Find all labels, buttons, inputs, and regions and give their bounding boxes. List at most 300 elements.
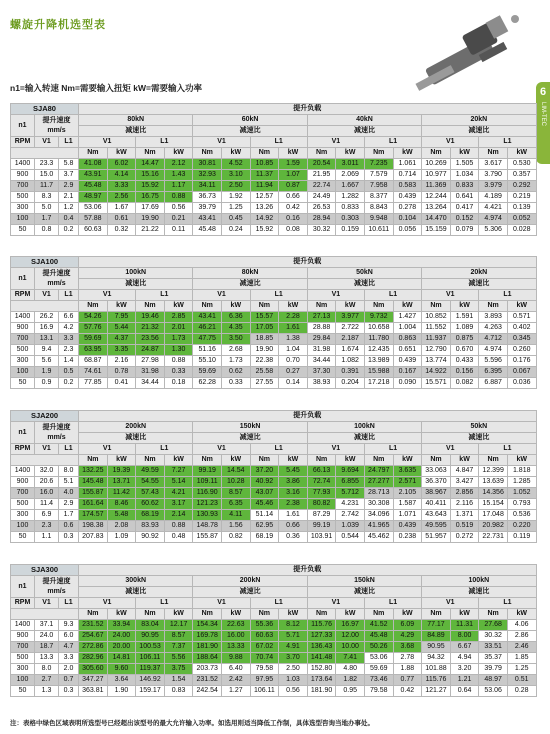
table-cell: 1.9 bbox=[35, 367, 59, 378]
table-cell: 0.21 bbox=[164, 214, 193, 225]
kw-header: kW bbox=[222, 609, 251, 620]
selection-table bbox=[10, 256, 537, 389]
table-cell: 363.81 bbox=[79, 686, 108, 697]
table-cell: 2.722 bbox=[336, 323, 365, 334]
table-cell: 15.16 bbox=[136, 170, 165, 181]
table-cell: 100 bbox=[11, 367, 35, 378]
table-cell: 305.60 bbox=[79, 664, 108, 675]
table-cell: 198.38 bbox=[79, 521, 108, 532]
l1-header: L1 bbox=[136, 598, 193, 609]
nm-header: Nm bbox=[364, 148, 393, 159]
rpm-header: RPM bbox=[11, 598, 35, 609]
kw-header: kW bbox=[164, 148, 193, 159]
table-cell: 136.43 bbox=[307, 642, 336, 653]
table-cell: 5.45 bbox=[279, 466, 308, 477]
table-cell: 15.988 bbox=[364, 367, 393, 378]
table-cell: 1.082 bbox=[336, 356, 365, 367]
table-cell: 2.0 bbox=[59, 664, 79, 675]
table-cell: 27.277 bbox=[364, 477, 393, 488]
table-cell: 0.2 bbox=[59, 378, 79, 389]
table-cell: 5.712 bbox=[336, 488, 365, 499]
selection-table-sja80 bbox=[10, 103, 535, 236]
kw-header: kW bbox=[393, 148, 422, 159]
table-cell: 300 bbox=[11, 356, 35, 367]
table-cell: 53.06 bbox=[79, 203, 108, 214]
v1-header: V1 bbox=[35, 598, 59, 609]
table-cell: 4.0 bbox=[59, 488, 79, 499]
lift-speed-label: 提升速度 bbox=[42, 423, 71, 431]
table-cell: 37.30 bbox=[307, 367, 336, 378]
table-row bbox=[11, 225, 537, 236]
nm-header: Nm bbox=[79, 455, 108, 466]
ratio-header: 减速比 bbox=[422, 587, 536, 598]
table-cell: 47.75 bbox=[193, 334, 222, 345]
table-cell: 29.84 bbox=[307, 334, 336, 345]
table-cell: 900 bbox=[11, 323, 35, 334]
rpm-header: RPM bbox=[11, 444, 35, 455]
table-cell: 0.238 bbox=[393, 532, 422, 543]
load-header: 100kN bbox=[422, 576, 536, 587]
table-cell: 8.00 bbox=[450, 631, 479, 642]
table-cell: 0.176 bbox=[507, 356, 536, 367]
table-cell: 0.439 bbox=[393, 192, 422, 203]
table-cell: 0.391 bbox=[336, 367, 365, 378]
ratio-header: 减速比 bbox=[422, 433, 536, 444]
table-cell: 90.95 bbox=[136, 631, 165, 642]
table-cell: 0.303 bbox=[336, 214, 365, 225]
table-cell: 115.76 bbox=[307, 620, 336, 631]
table-cell: 0.519 bbox=[450, 521, 479, 532]
table-cell: 100 bbox=[11, 675, 35, 686]
kw-header: kW bbox=[107, 148, 136, 159]
table-cell: 4.712 bbox=[479, 334, 508, 345]
table-cell: 27.68 bbox=[479, 620, 508, 631]
nm-header: Nm bbox=[422, 148, 451, 159]
table-cell: 0.417 bbox=[450, 203, 479, 214]
table-cell: 0.3 bbox=[59, 686, 79, 697]
table-cell: 14.356 bbox=[479, 488, 508, 499]
table-cell: 121.23 bbox=[193, 499, 222, 510]
table-cell: 4.11 bbox=[222, 510, 251, 521]
table-row bbox=[11, 334, 537, 345]
table-cell: 30.32 bbox=[307, 225, 336, 236]
nm-header: Nm bbox=[79, 609, 108, 620]
table-cell: 13.33 bbox=[222, 642, 251, 653]
kw-header: kW bbox=[222, 301, 251, 312]
table-cell: 48.97 bbox=[479, 675, 508, 686]
kw-header: kW bbox=[107, 609, 136, 620]
table-cell: 45.462 bbox=[364, 532, 393, 543]
kw-header: kW bbox=[279, 301, 308, 312]
table-cell: 0.156 bbox=[450, 367, 479, 378]
selection-table bbox=[10, 564, 537, 697]
table-cell: 7.37 bbox=[164, 642, 193, 653]
table-cell: 99.19 bbox=[307, 521, 336, 532]
table-cell: 4.7 bbox=[59, 642, 79, 653]
table-cell: 100.53 bbox=[136, 642, 165, 653]
table-cell: 0.875 bbox=[450, 334, 479, 345]
table-cell: 272.86 bbox=[79, 642, 108, 653]
table-cell: 70.74 bbox=[250, 653, 279, 664]
table-cell: 79.58 bbox=[364, 686, 393, 697]
table-cell: 1.2 bbox=[59, 203, 79, 214]
table-cell: 63.95 bbox=[79, 345, 108, 356]
table-cell: 0.95 bbox=[336, 686, 365, 697]
table-cell: 174.57 bbox=[79, 510, 108, 521]
nm-header: Nm bbox=[79, 148, 108, 159]
kw-header: kW bbox=[336, 148, 365, 159]
table-cell: 94.32 bbox=[422, 653, 451, 664]
table-cell: 8.3 bbox=[35, 192, 59, 203]
table-cell: 27.13 bbox=[307, 312, 336, 323]
kw-header: kW bbox=[507, 148, 536, 159]
table-cell: 116.90 bbox=[193, 488, 222, 499]
kw-header: kW bbox=[450, 609, 479, 620]
table-cell: 700 bbox=[11, 642, 35, 653]
table-cell: 6.887 bbox=[479, 378, 508, 389]
table-cell: 1.427 bbox=[393, 312, 422, 323]
table-cell: 11.937 bbox=[422, 334, 451, 345]
table-cell: 37.1 bbox=[35, 620, 59, 631]
table-cell: 145.48 bbox=[79, 477, 108, 488]
table-cell: 4.263 bbox=[479, 323, 508, 334]
table-cell: 48.97 bbox=[79, 192, 108, 203]
table-cell: 1.61 bbox=[279, 323, 308, 334]
table-cell: 0.27 bbox=[279, 367, 308, 378]
table-cell: 4.189 bbox=[479, 192, 508, 203]
table-cell: 161.64 bbox=[79, 499, 108, 510]
table-cell: 1400 bbox=[11, 159, 35, 170]
table-row bbox=[11, 214, 537, 225]
table-cell: 900 bbox=[11, 631, 35, 642]
nm-header: Nm bbox=[422, 455, 451, 466]
table-cell: 41.08 bbox=[79, 159, 108, 170]
table-cell: 0.670 bbox=[450, 345, 479, 356]
table-cell: 0.2 bbox=[59, 225, 79, 236]
table-cell: 6.395 bbox=[479, 367, 508, 378]
table-cell: 1.039 bbox=[336, 521, 365, 532]
table-cell: 66.13 bbox=[307, 466, 336, 477]
table-cell: 57.43 bbox=[136, 488, 165, 499]
table-row bbox=[11, 686, 537, 697]
table-cell: 3.68 bbox=[393, 642, 422, 653]
table-cell: 242.54 bbox=[193, 686, 222, 697]
table-row bbox=[11, 532, 537, 543]
table-cell: 6.40 bbox=[222, 664, 251, 675]
table-cell: 60.62 bbox=[136, 499, 165, 510]
table-cell: 103.91 bbox=[307, 532, 336, 543]
table-cell: 2.42 bbox=[222, 675, 251, 686]
table-cell: 0.219 bbox=[507, 192, 536, 203]
table-cell: 11.780 bbox=[364, 334, 393, 345]
table-cell: 1.818 bbox=[507, 466, 536, 477]
table-cell: 60.63 bbox=[250, 631, 279, 642]
table-row bbox=[11, 181, 537, 192]
nm-header: Nm bbox=[136, 455, 165, 466]
table-cell: 12.399 bbox=[479, 466, 508, 477]
table-cell: 17.05 bbox=[250, 323, 279, 334]
table-cell: 40.411 bbox=[422, 499, 451, 510]
table-cell: 1.07 bbox=[279, 170, 308, 181]
table-cell: 700 bbox=[11, 334, 35, 345]
table-cell: 1.034 bbox=[450, 170, 479, 181]
table-cell: 3.011 bbox=[336, 159, 365, 170]
table-cell: 3.50 bbox=[222, 334, 251, 345]
table-cell: 77.85 bbox=[79, 378, 108, 389]
table-cell: 1.052 bbox=[507, 488, 536, 499]
table-cell: 4.421 bbox=[479, 203, 508, 214]
table-cell: 22.731 bbox=[479, 532, 508, 543]
table-cell: 1.7 bbox=[59, 510, 79, 521]
table-cell: 7.579 bbox=[364, 170, 393, 181]
table-cell: 17.048 bbox=[479, 510, 508, 521]
table-cell: 9.732 bbox=[364, 312, 393, 323]
table-cell: 106.11 bbox=[250, 686, 279, 697]
table-cell: 54.26 bbox=[79, 312, 108, 323]
table-cell: 2.9 bbox=[59, 499, 79, 510]
table-cell: 0.082 bbox=[450, 378, 479, 389]
blank-header bbox=[11, 148, 79, 159]
v1-header: V1 bbox=[79, 137, 136, 148]
table-cell: 3.64 bbox=[107, 675, 136, 686]
table-cell: 50.26 bbox=[364, 642, 393, 653]
kw-header: kW bbox=[164, 609, 193, 620]
table-cell: 53.06 bbox=[364, 653, 393, 664]
table-cell: 27.55 bbox=[250, 378, 279, 389]
table-cell: 100 bbox=[11, 214, 35, 225]
table-cell: 20.6 bbox=[35, 477, 59, 488]
table-cell: 300 bbox=[11, 664, 35, 675]
table-cell: 19.46 bbox=[136, 312, 165, 323]
screw-jack-product-illustration bbox=[405, 12, 535, 96]
table-cell: 2.3 bbox=[35, 521, 59, 532]
table-cell: 16.97 bbox=[336, 620, 365, 631]
table-cell: 900 bbox=[11, 170, 35, 181]
table-cell: 0.11 bbox=[164, 225, 193, 236]
table-cell: 30.32 bbox=[479, 631, 508, 642]
kw-header: kW bbox=[393, 455, 422, 466]
table-cell: 4.847 bbox=[450, 466, 479, 477]
table-cell: 0.402 bbox=[507, 323, 536, 334]
table-cell: 3.893 bbox=[479, 312, 508, 323]
table-cell: 16.75 bbox=[136, 192, 165, 203]
table-cell: 0.6 bbox=[59, 521, 79, 532]
model-name: SJA300 bbox=[11, 565, 79, 576]
table-cell: 38.93 bbox=[307, 378, 336, 389]
table-cell: 3.427 bbox=[450, 477, 479, 488]
v1-header: V1 bbox=[422, 444, 479, 455]
table-cell: 15.92 bbox=[250, 225, 279, 236]
l1-header: L1 bbox=[136, 137, 193, 148]
table-cell: 2.28 bbox=[279, 312, 308, 323]
kw-header: kW bbox=[450, 455, 479, 466]
kw-header: kW bbox=[507, 609, 536, 620]
table-cell: 0.16 bbox=[279, 214, 308, 225]
table-cell: 0.66 bbox=[279, 192, 308, 203]
table-cell: 2.7 bbox=[35, 675, 59, 686]
table-cell: 181.90 bbox=[307, 686, 336, 697]
table-cell: 115.76 bbox=[422, 675, 451, 686]
table-cell: 0.119 bbox=[507, 532, 536, 543]
l1-header: L1 bbox=[479, 290, 536, 301]
n1-header: n1 bbox=[11, 268, 35, 290]
table-cell: 41.965 bbox=[364, 521, 393, 532]
table-cell: 10.658 bbox=[364, 323, 393, 334]
table-cell: 13.3 bbox=[35, 653, 59, 664]
table-cell: 1400 bbox=[11, 620, 35, 631]
table-cell: 0.345 bbox=[507, 334, 536, 345]
table-cell: 0.88 bbox=[164, 192, 193, 203]
table-cell: 38.967 bbox=[422, 488, 451, 499]
table-cell: 24.87 bbox=[136, 345, 165, 356]
table-cell: 24.49 bbox=[307, 192, 336, 203]
table-cell: 0.571 bbox=[507, 312, 536, 323]
table-cell: 5.596 bbox=[479, 356, 508, 367]
table-cell: 6.36 bbox=[222, 312, 251, 323]
table-cell: 0.14 bbox=[279, 378, 308, 389]
ratio-header: 减速比 bbox=[422, 279, 536, 290]
table-cell: 19.90 bbox=[136, 214, 165, 225]
brand-text: LIM-TEC bbox=[540, 102, 546, 126]
table-cell: 12.17 bbox=[164, 620, 193, 631]
table-cell: 51.957 bbox=[422, 532, 451, 543]
l1-header: L1 bbox=[364, 290, 421, 301]
table-cell: 51.16 bbox=[193, 345, 222, 356]
l1-header: L1 bbox=[479, 137, 536, 148]
table-cell: 0.62 bbox=[222, 367, 251, 378]
table-cell: 26.2 bbox=[35, 312, 59, 323]
table-cell: 1.85 bbox=[507, 653, 536, 664]
table-cell: 4.91 bbox=[279, 642, 308, 653]
table-cell: 2.50 bbox=[222, 181, 251, 192]
load-header: 300kN bbox=[79, 576, 193, 587]
table-cell: 12.790 bbox=[422, 345, 451, 356]
l1-header: L1 bbox=[250, 137, 307, 148]
table-cell: 0.41 bbox=[107, 378, 136, 389]
table-cell: 0.61 bbox=[107, 214, 136, 225]
table-cell: 24.0 bbox=[35, 631, 59, 642]
table-cell: 1.089 bbox=[450, 323, 479, 334]
ratio-header: 减速比 bbox=[79, 126, 193, 137]
table-cell: 8.0 bbox=[59, 466, 79, 477]
table-cell: 0.260 bbox=[507, 345, 536, 356]
table-cell: 1.90 bbox=[107, 686, 136, 697]
table-cell: 83.93 bbox=[136, 521, 165, 532]
load-header: 80kN bbox=[193, 268, 307, 279]
table-cell: 8.0 bbox=[35, 664, 59, 675]
nm-header: Nm bbox=[250, 455, 279, 466]
table-cell: 3.790 bbox=[479, 170, 508, 181]
table-cell: 53.06 bbox=[479, 686, 508, 697]
table-cell: 11.7 bbox=[35, 181, 59, 192]
model-name: SJA100 bbox=[11, 257, 79, 268]
table-cell: 59.69 bbox=[364, 664, 393, 675]
table-cell: 68.19 bbox=[136, 510, 165, 521]
table-cell: 51.14 bbox=[250, 510, 279, 521]
table-row bbox=[11, 466, 537, 477]
v1-header: V1 bbox=[307, 137, 364, 148]
table-cell: 32.0 bbox=[35, 466, 59, 477]
table-cell: 59.69 bbox=[193, 367, 222, 378]
table-cell: 20.00 bbox=[107, 642, 136, 653]
table-cell: 152.80 bbox=[307, 664, 336, 675]
table-cell: 7.41 bbox=[336, 653, 365, 664]
table-cell: 79.58 bbox=[250, 664, 279, 675]
load-header: 20kN bbox=[422, 268, 536, 279]
table-cell: 347.27 bbox=[79, 675, 108, 686]
lift-speed-header bbox=[35, 115, 79, 137]
table-row bbox=[11, 170, 537, 181]
table-cell: 4.974 bbox=[479, 214, 508, 225]
kw-header: kW bbox=[507, 301, 536, 312]
table-cell: 1.59 bbox=[279, 159, 308, 170]
v1-header: V1 bbox=[307, 290, 364, 301]
table-cell: 0.7 bbox=[59, 675, 79, 686]
footnote: 注：表格中绿色区域表明所选型号已经超出该型号的最大允许输入功率。如选用则适当降低工作制，具体选型咨询当地办事处。 bbox=[10, 720, 374, 727]
table-cell: 1400 bbox=[11, 466, 35, 477]
table-cell: 0.833 bbox=[336, 203, 365, 214]
table-cell: 13.71 bbox=[107, 477, 136, 488]
table-cell: 87.29 bbox=[307, 510, 336, 521]
table-row bbox=[11, 378, 537, 389]
lift-speed-unit: mm/s bbox=[47, 279, 66, 287]
table-cell: 0.056 bbox=[393, 225, 422, 236]
table-cell: 5.71 bbox=[279, 631, 308, 642]
table-cell: 5.306 bbox=[479, 225, 508, 236]
table-cell: 15.0 bbox=[35, 170, 59, 181]
nm-header: Nm bbox=[136, 301, 165, 312]
table-cell: 34.44 bbox=[307, 356, 336, 367]
v1-header: V1 bbox=[35, 290, 59, 301]
load-header: 80kN bbox=[79, 115, 193, 126]
kw-header: kW bbox=[450, 301, 479, 312]
ratio-header: 减速比 bbox=[193, 587, 307, 598]
table-cell: 146.92 bbox=[136, 675, 165, 686]
nm-header: Nm bbox=[479, 148, 508, 159]
table-cell: 0.70 bbox=[279, 356, 308, 367]
table-cell: 2.38 bbox=[279, 499, 308, 510]
load-header: 100kN bbox=[307, 422, 421, 433]
load-header: 50kN bbox=[422, 422, 536, 433]
table-cell: 3.20 bbox=[450, 664, 479, 675]
table-cell: 18.7 bbox=[35, 642, 59, 653]
table-cell: 8.843 bbox=[364, 203, 393, 214]
table-cell: 60.63 bbox=[79, 225, 108, 236]
table-cell: 0.357 bbox=[507, 170, 536, 181]
table-cell: 0.536 bbox=[507, 510, 536, 521]
v1-header: V1 bbox=[193, 598, 250, 609]
table-cell: 19.39 bbox=[107, 466, 136, 477]
nm-header: Nm bbox=[307, 148, 336, 159]
table-cell: 300 bbox=[11, 510, 35, 521]
table-cell: 7.958 bbox=[364, 181, 393, 192]
kw-header: kW bbox=[279, 609, 308, 620]
kw-header: kW bbox=[164, 455, 193, 466]
table-cell: 5.56 bbox=[164, 653, 193, 664]
lift-speed-unit: mm/s bbox=[47, 126, 66, 134]
table-cell: 33.063 bbox=[422, 466, 451, 477]
table-cell: 1.371 bbox=[450, 510, 479, 521]
table-cell: 46.21 bbox=[193, 323, 222, 334]
n1-header: n1 bbox=[11, 115, 35, 137]
table-cell: 68.19 bbox=[250, 532, 279, 543]
table-cell: 50 bbox=[11, 225, 35, 236]
table-cell: 0.4 bbox=[59, 214, 79, 225]
table-cell: 0.77 bbox=[393, 675, 422, 686]
table-cell: 33.94 bbox=[107, 620, 136, 631]
table-cell: 9.88 bbox=[222, 653, 251, 664]
table-cell: 0.028 bbox=[507, 225, 536, 236]
